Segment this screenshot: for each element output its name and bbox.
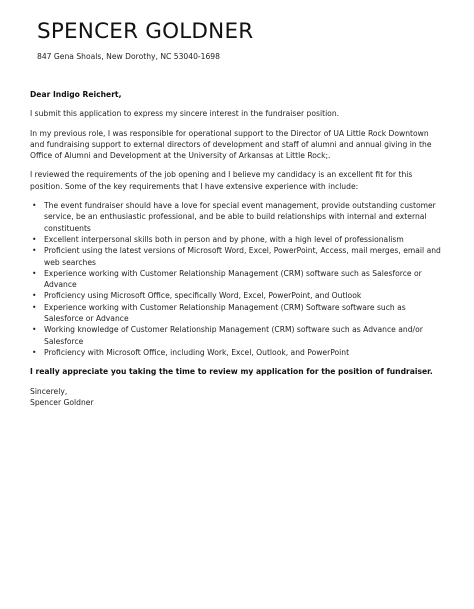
experience-paragraph: In my previous role, I was responsible for operational support to the Director of UA Little Rock Downtown and fundraising support to external directors of development and staff of alumni and annual giving in the Office of Alumni and Development at the University of Arkansas at Little Rock;.: [30, 128, 432, 161]
signoff-block: [30, 386, 444, 409]
signoff: Sincerely,: [30, 386, 68, 396]
applicant-address: 847 Gena Shoals, New Dorothy, NC 53040-1698: [37, 52, 220, 61]
intro-paragraph: I submit this application to express my sincere interest in the fundraiser position.: [30, 109, 340, 119]
list-item: • Excellent interpersonal skills both in person and by phone, with a high level of professionalism: [42, 234, 444, 245]
list-item: • Proficient using the latest versions of Microsoft Word, Excel, PowerPoint, Access, mail merges, email and web searches: [42, 245, 444, 268]
list-item: • Experience working with Customer Relationship Management (CRM) software such as Salesforce or Advance: [42, 268, 444, 291]
letter-body: [30, 89, 444, 408]
list-item: • Proficiency with Microsoft Office, including Work, Excel, Outlook, and PowerPoint: [42, 347, 444, 358]
applicant-name: SPENCER GOLDNER: [37, 19, 254, 44]
signature-name: Spencer Goldner: [30, 397, 94, 407]
requirements-list: [30, 200, 444, 358]
list-item: • Working knowledge of Customer Relationship Management (CRM) software such as Advance and/or Salesforce: [42, 324, 444, 347]
requirements-intro-paragraph: I reviewed the requirements of the job opening and I believe my candidacy is an excellent fit for this position. Some of the key requirements that I have extensive experience with include:: [30, 170, 413, 191]
list-item: • The event fundraiser should have a love for special event management, provide outstanding customer service, be an enthusiastic professional, and be able to build relationships with internal and external constituents: [42, 200, 444, 234]
salutation: Dear Indigo Reichert,: [30, 90, 122, 99]
list-item: • Experience working with Customer Relationship Management (CRM) Software software such as Salesforce or Advance: [42, 302, 444, 325]
list-item: • Proficiency using Microsoft Office, specifically Word, Excel, PowerPoint, and Outlook: [42, 290, 444, 301]
closing-statement: I really appreciate you taking the time to review my application for the position of fundraiser.: [30, 367, 433, 377]
